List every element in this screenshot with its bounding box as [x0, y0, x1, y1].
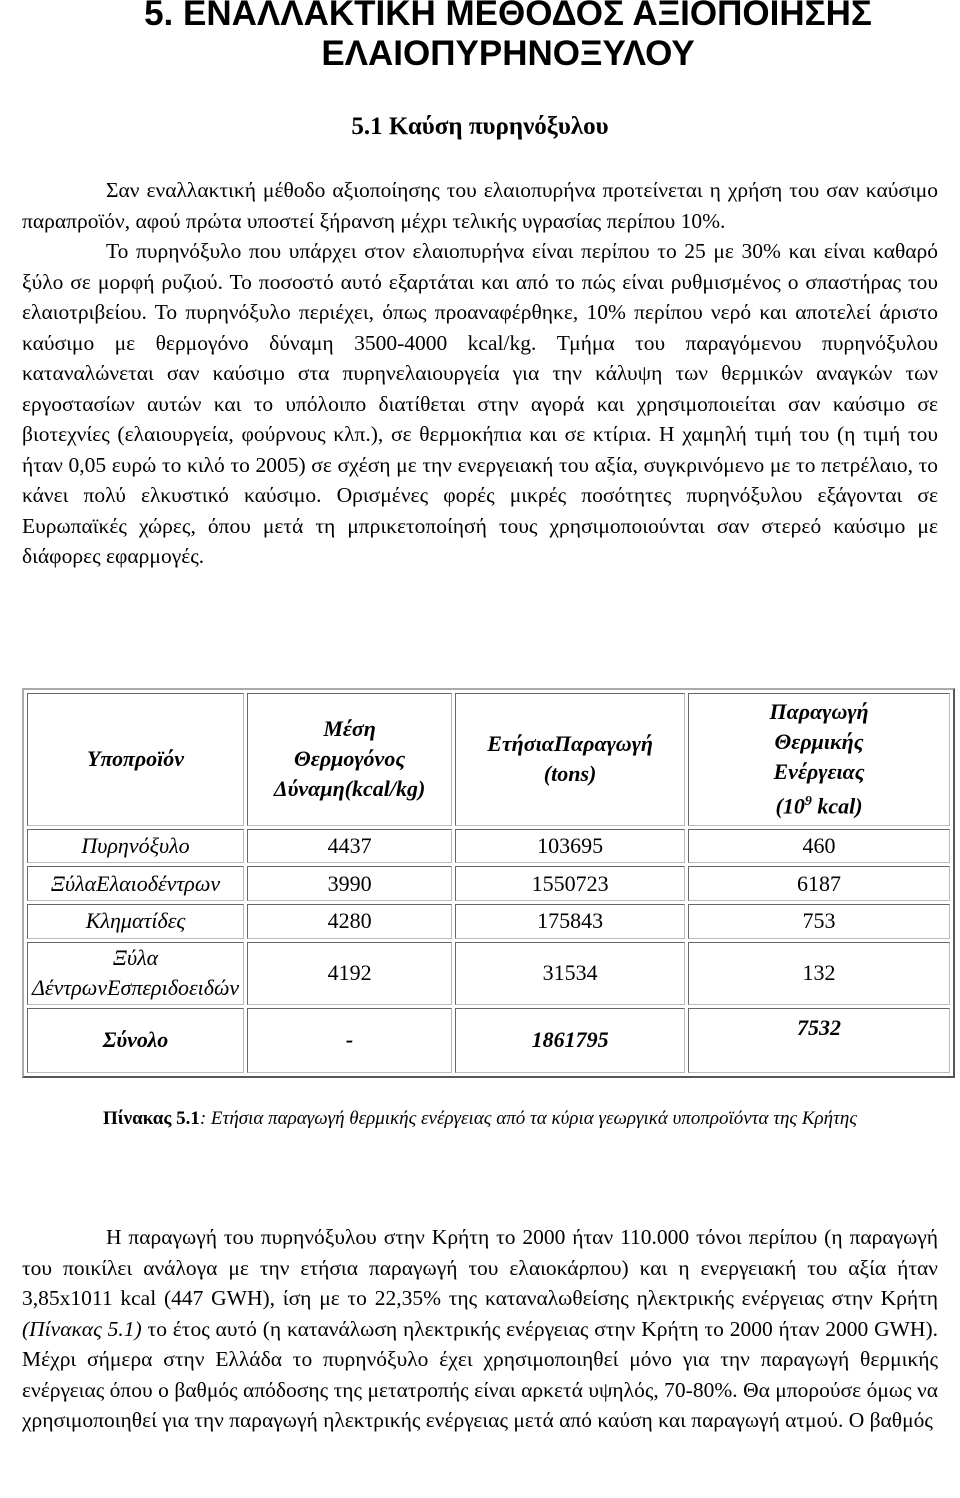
energy-table [22, 688, 955, 1078]
chapter-title-line-1: 5. ΕΝΑΛΛΑΚΤΙΚΗ ΜΕΘΟΔΟΣ ΑΞΙΟΠΟΙΗΣΗΣ [144, 0, 872, 33]
total-calorific: - [247, 1008, 452, 1073]
row-name: Ξύλα ΔέντρωνΕσπεριδοειδών [27, 942, 244, 1005]
body-paragraph-text: Το πυρηνόξυλο που υπάρχει στον ελαιοπυρήνα είναι περίπου το 25 με 30% και είναι καθαρό ξύλο σε μορφή ρυζιού. Το ποσοστό αυτό εξαρτάται και από το πώς είναι ρυθμισμένος ο σπαστήρας του ελαιοτριβείου. Το πυρηνόξυλο περιέχει, όπως προαναφέρθηκε, 10% περίπου νερό και αποτελεί άριστο καύσιμο με θερμογόνο δύναμη 3500-4000 kcal/kg. Τμήμα του παραγόμενου πυρηνόξυλου καταναλώνεται σαν καύσιμο στα πυρηνελαιουργεία για την κάλυψη των θερμικών αναγκών των εργοστασίων αυτών και το υπόλοιπο διατίθεται στην αγορά και χρησιμοποιείται σαν καύσιμο σε βιοτεχνίες (ελαιουργεία, φούρνους κλπ.), σε θερμοκήπια και σε κτίρια. Η χαμηλή τιμή του (η τιμή του ήταν 0,05 ευρώ το κιλό το 2005) σε σχέση με την ενεργειακή του αξία, συγκρινόμενο με το πετρέλαιο, το κάνει πολύ ελκυστικό καύσιμο. Ορισμένες φορές μικρές ποσότητες πυρηνόξυλου εξάγονται σε Ευρωπαϊκές χώρες, όπου μετά τη μπρικετοποίησή τους χρησιμοποιούνται σαν στερεό καύσιμο με διάφορες εφαρμογές. [22, 239, 938, 568]
section-title: 5.1 Καύση πυρηνόξυλου [351, 113, 609, 140]
closing-paragraph: Η παραγωγή του πυρηνόξυλου στην Κρήτη το 2000 ήταν 110.000 τόνοι περίπου (η παραγωγή του ποικίλει ανάλογα με την ετήσια παραγωγή του ελαιοκάρπου) και η ενεργειακή του αξία ήταν 3,85x1011 kcal (447 GWH), ίση με το 22,35% της καταναλωθείσης ηλεκτρικής ενέργειας στην Κρήτη (Πίνακας 5.1) το έτος αυτό (η κατανάλωση ηλεκτρικής ενέργειας στην Κρήτη το 2000 ήταν 2000 GWH). Μέχρι σήμερα στην Ελλάδα το πυρηνόξυλο έχει χρησιμοποιηθεί μόνο για την παραγωγή θερμικής ενέργειας όπου ο βαθμός απόδοσης της μετατροπής είναι αρκετά υψηλός, 70-80%. Θα μπορούσε όμως να χρησιμοποιηθεί για την παραγωγή ηλεκτρικής ενέργειας μετά από καύση και παραγωγή ατμού. Ο βαθμός [22, 1225, 938, 1432]
row-name: ΞύλαΕλαιοδέντρων [27, 866, 244, 901]
row-production: 1550723 [455, 866, 685, 901]
table-row [27, 942, 950, 1005]
chapter-title [118, 0, 898, 74]
row-production: 175843 [455, 904, 685, 939]
caption-label: Πίνακας 5.1 [102, 1108, 200, 1129]
row-calorific: 4437 [247, 829, 452, 864]
table-caption [0, 1105, 960, 1133]
caption-text: : Ετήσια παραγωγή θερμικής ενέργειας από τα κύρια γεωργικά υποπροϊόντα της Κρήτης [199, 1108, 858, 1129]
row-calorific: 4192 [247, 942, 452, 1005]
header-thermal-energy: Παραγωγή Θερμικής Ενέργειας ($10^9$ kcal) [688, 693, 950, 826]
row-energy: 460 [688, 829, 950, 864]
table-reference: (Πίνακας 5.1) [22, 1316, 142, 1341]
table-header-row [27, 693, 950, 826]
row-energy: 132 [688, 942, 950, 1005]
total-label: Σύνολο [27, 1008, 244, 1073]
table-total-row [27, 1008, 950, 1073]
intro-paragraph [22, 175, 938, 572]
row-calorific: 4280 [247, 904, 452, 939]
header-calorific-value: Μέση Θερμογόνος Δύναμη(kcal/kg) [247, 693, 452, 826]
header-byproduct: Υποπροϊόν [27, 693, 244, 826]
row-energy: 6187 [688, 866, 950, 901]
header-annual-production: ΕτήσιαΠαραγωγή (tons) [455, 693, 685, 826]
row-calorific: 3990 [247, 866, 452, 901]
table-row [27, 866, 950, 901]
chapter-title-line-2: ΕΛΑΙΟΠΥΡΗΝΟΞΥΛΟΥ [321, 34, 695, 73]
row-production: 103695 [455, 829, 685, 864]
row-name: Πυρηνόξυλο [27, 829, 244, 864]
row-energy: 753 [688, 904, 950, 939]
total-energy: 7532 [688, 1008, 950, 1073]
row-production: 31534 [455, 942, 685, 1005]
total-production: 1861795 [455, 1008, 685, 1073]
row-name: Κληματίδες [27, 904, 244, 939]
table-row [27, 829, 950, 864]
table-row [27, 904, 950, 939]
intro-paragraph-text: Σαν εναλλακτική μέθοδο αξιοποίησης του ελαιοπυρήνα προτείνεται η χρήση του σαν καύσιμο παραπροϊόν, αφού πρώτα υποστεί ξήρανση μέχρι τελικής υγρασίας περίπου 10%. [22, 178, 938, 233]
